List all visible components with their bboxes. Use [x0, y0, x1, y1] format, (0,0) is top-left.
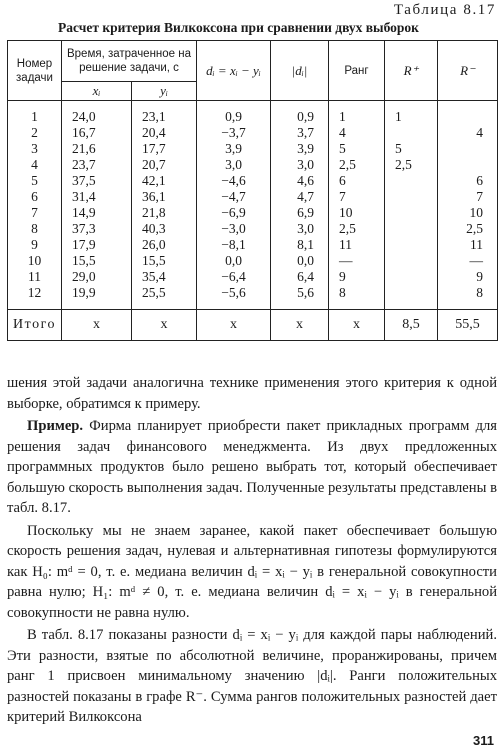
- cell-y-row-9: 26,0: [142, 237, 166, 252]
- cell-rank-row-6: 7: [339, 189, 346, 204]
- total-x: x: [62, 310, 132, 341]
- cell-ad-row-7: 6,9: [297, 205, 314, 220]
- cell-x-row-5: 37,5: [72, 173, 96, 188]
- header-time: Время, затраченное на решение задачи, с: [62, 41, 197, 82]
- header-y: yᵢ: [132, 82, 197, 101]
- cell-y-row-5: 42,1: [142, 173, 166, 188]
- cell-x-row-3: 21,6: [72, 141, 96, 156]
- cell-x-row-8: 37,3: [72, 221, 96, 236]
- cell-y-row-10: 15,5: [142, 253, 166, 268]
- cell-rp-row-10: [385, 253, 437, 269]
- cell-ad-row-12: 5,6: [297, 285, 314, 300]
- cell-n-row-4: 4: [31, 157, 38, 172]
- cell-d-row-9: −8,1: [221, 237, 246, 252]
- total-r-minus: 55,5: [438, 310, 498, 341]
- cell-rank-row-10: —: [339, 253, 353, 268]
- cell-rp-row-2: [385, 125, 437, 141]
- cell-ad-row-5: 4,6: [297, 173, 314, 188]
- column-difference: [197, 101, 271, 310]
- example-text: Фирма планирует приобрести пакет прикладных программ для решения задач финансового менеджмента. Из двух предложенных программных продуктов было решено выбрать тот, который обеспечивает большую скорость выполнения задач. Полученные результаты представлены в табл. 8.17.: [7, 418, 497, 516]
- cell-rank-row-7: 10: [339, 205, 353, 220]
- cell-rm-row-5: 6: [476, 173, 483, 188]
- cell-x-row-10: 15,5: [72, 253, 96, 268]
- paragraph-differences: В табл. 8.17 показаны разности dᵢ = xᵢ − yᵢ для каждой пары наблюдений. Эти разности, взятые по абсолютной величине, проранжированы, причем ранг 1 присвоен минимальному значению |dᵢ|. Ранги положительных разностей показаны в графе R⁻. Сумма рангов положительных разностей дает критерий Вилкоксона: [7, 627, 497, 725]
- cell-ad-row-11: 6,4: [297, 269, 314, 284]
- cell-ad-row-1: 0,9: [297, 109, 314, 124]
- paragraph-hypotheses: Поскольку мы не знаем заранее, какой пакет обеспечивает большую скорость решения задач, нулевая и альтернативная гипотезы формулируются как H₀: mᵈ = 0, т. е. медиана величин dᵢ = xᵢ − yᵢ в генеральной совокупности равна нулю; H₁: mᵈ ≠ 0, т. е. медиана величин dᵢ = xᵢ − yᵢ в генеральной совокупности не равна нулю.: [7, 522, 497, 621]
- cell-d-row-3: 3,9: [225, 141, 242, 156]
- cell-n-row-6: 6: [31, 189, 38, 204]
- total-r-plus: 8,5: [385, 310, 438, 341]
- cell-rm-row-10: —: [469, 253, 483, 268]
- cell-d-row-1: 0,9: [225, 109, 242, 124]
- cell-rp-row-12: [385, 285, 437, 301]
- cell-rp-row-4: 2,5: [395, 157, 412, 172]
- cell-y-row-11: 35,4: [142, 269, 166, 284]
- cell-d-row-10: 0,0: [225, 253, 242, 268]
- total-label: Итого: [8, 310, 62, 341]
- column-task-number: [8, 101, 62, 310]
- cell-y-row-4: 20,7: [142, 157, 166, 172]
- cell-ad-row-9: 8,1: [297, 237, 314, 252]
- header-r-minus: R⁻: [438, 41, 498, 101]
- cell-rp-row-7: [385, 205, 437, 221]
- cell-x-row-12: 19,9: [72, 285, 96, 300]
- cell-rank-row-3: 5: [339, 141, 346, 156]
- cell-y-row-3: 17,7: [142, 141, 166, 156]
- cell-d-row-6: −4,7: [221, 189, 246, 204]
- cell-d-row-12: −5,6: [221, 285, 246, 300]
- cell-rank-row-4: 2,5: [339, 157, 356, 172]
- cell-ad-row-6: 4,7: [297, 189, 314, 204]
- cell-rp-row-11: [385, 269, 437, 285]
- cell-rank-row-1: 1: [339, 109, 346, 124]
- cell-y-row-1: 23,1: [142, 109, 166, 124]
- cell-rp-row-3: 5: [395, 141, 402, 156]
- cell-rank-row-5: 6: [339, 173, 346, 188]
- total-d: x: [197, 310, 271, 341]
- cell-n-row-7: 7: [31, 205, 38, 220]
- total-row: [8, 310, 498, 341]
- cell-d-row-7: −6,9: [221, 205, 246, 220]
- cell-x-row-4: 23,7: [72, 157, 96, 172]
- cell-rm-row-7: 10: [469, 205, 483, 220]
- cell-rank-row-12: 8: [339, 285, 346, 300]
- wilcoxon-table: [7, 40, 498, 341]
- cell-d-row-5: −4,6: [221, 173, 246, 188]
- column-r-plus: [385, 101, 438, 310]
- cell-n-row-8: 8: [31, 221, 38, 236]
- column-r-minus: [438, 101, 498, 310]
- column-x: [62, 101, 132, 310]
- cell-rm-row-4: [438, 157, 497, 173]
- cell-x-row-6: 31,4: [72, 189, 96, 204]
- cell-x-row-9: 17,9: [72, 237, 96, 252]
- body-text: [7, 373, 497, 728]
- cell-ad-row-2: 3,7: [297, 125, 314, 140]
- table-title: Расчет критерия Вилкоксона при сравнении двух выборок: [58, 20, 419, 35]
- cell-rm-row-11: 9: [476, 269, 483, 284]
- header-rank: Ранг: [329, 41, 385, 101]
- cell-d-row-8: −3,0: [221, 221, 246, 236]
- cell-d-row-11: −6,4: [221, 269, 246, 284]
- cell-rm-row-1: [438, 109, 497, 125]
- cell-rm-row-2: 4: [476, 125, 483, 140]
- cell-x-row-2: 16,7: [72, 125, 96, 140]
- cell-y-row-12: 25,5: [142, 285, 166, 300]
- cell-rank-row-2: 4: [339, 125, 346, 140]
- cell-n-row-2: 2: [31, 125, 38, 140]
- cell-rm-row-8: 2,5: [466, 221, 483, 236]
- cell-d-row-2: −3,7: [221, 125, 246, 140]
- cell-rp-row-1: 1: [395, 109, 402, 124]
- paragraph-example: [7, 416, 497, 519]
- cell-rm-row-12: 8: [476, 285, 483, 300]
- cell-rm-row-3: [438, 141, 497, 157]
- cell-y-row-6: 36,1: [142, 189, 166, 204]
- header-abs-difference: |dᵢ|: [271, 41, 329, 101]
- cell-rm-row-6: 7: [476, 189, 483, 204]
- cell-n-row-12: 12: [27, 285, 42, 300]
- cell-x-row-7: 14,9: [72, 205, 96, 220]
- cell-n-row-10: 10: [27, 253, 42, 268]
- column-rank: [329, 101, 385, 310]
- total-rank: x: [329, 310, 385, 341]
- cell-ad-row-4: 3,0: [297, 157, 314, 172]
- cell-n-row-3: 3: [31, 141, 38, 156]
- cell-rm-row-9: 11: [470, 237, 483, 252]
- cell-ad-row-10: 0,0: [297, 253, 314, 268]
- cell-rank-row-8: 2,5: [339, 221, 356, 236]
- cell-rank-row-11: 9: [339, 269, 346, 284]
- cell-ad-row-3: 3,9: [297, 141, 314, 156]
- cell-n-row-5: 5: [31, 173, 38, 188]
- cell-x-row-1: 24,0: [72, 109, 96, 124]
- example-heading: Пример.: [27, 418, 84, 434]
- header-task-number: Номер задачи: [8, 41, 62, 101]
- cell-n-row-11: 11: [28, 269, 41, 284]
- cell-n-row-9: 9: [31, 237, 38, 252]
- header-x: xᵢ: [62, 82, 132, 101]
- cell-rp-row-8: [385, 221, 437, 237]
- paragraph-continuation: шения этой задачи аналогична технике применения этого критерия к одной выборке, обратимся к примеру.: [7, 375, 497, 412]
- header-difference: dᵢ = xᵢ − yᵢ: [197, 41, 271, 101]
- cell-y-row-7: 21,8: [142, 205, 166, 220]
- header-r-plus: R⁺: [385, 41, 438, 101]
- cell-rp-row-6: [385, 189, 437, 205]
- column-y: [132, 101, 197, 310]
- total-abs-d: x: [271, 310, 329, 341]
- cell-y-row-8: 40,3: [142, 221, 166, 236]
- cell-d-row-4: 3,0: [225, 157, 242, 172]
- total-y: x: [132, 310, 197, 341]
- cell-n-row-1: 1: [31, 109, 38, 124]
- page-number: 311: [473, 733, 494, 748]
- cell-y-row-2: 20,4: [142, 125, 166, 140]
- cell-ad-row-8: 3,0: [297, 221, 314, 236]
- cell-rp-row-9: [385, 237, 437, 253]
- table-label: Таблица 8.17: [393, 2, 496, 18]
- cell-rp-row-5: [385, 173, 437, 189]
- column-abs-difference: [271, 101, 329, 310]
- cell-rank-row-9: 11: [339, 237, 352, 252]
- cell-x-row-11: 29,0: [72, 269, 96, 284]
